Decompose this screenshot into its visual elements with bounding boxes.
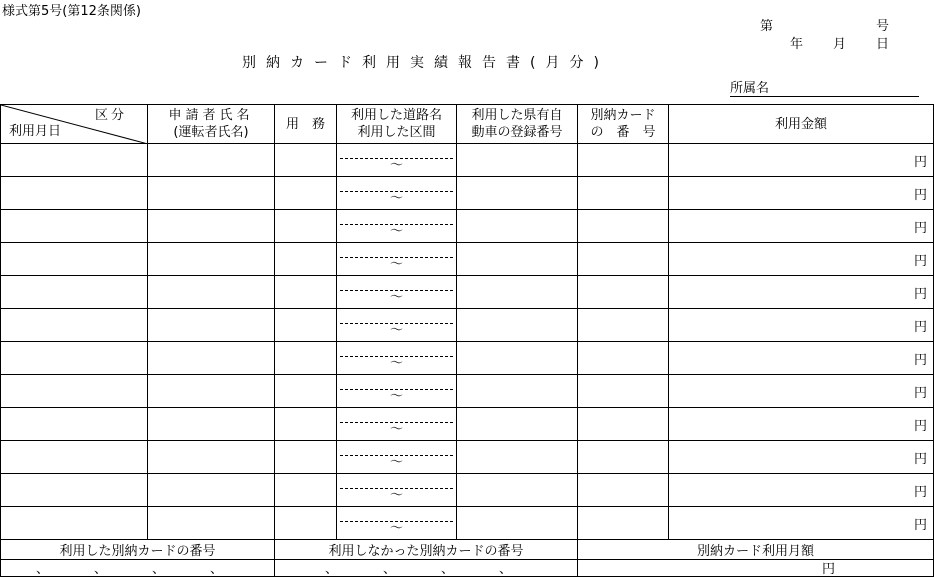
vehicle-cell[interactable]	[457, 342, 578, 375]
date-cell[interactable]	[1, 276, 148, 309]
business-cell[interactable]	[275, 144, 337, 177]
header-row	[1, 105, 934, 144]
card-cell[interactable]	[578, 408, 669, 441]
amount-cell[interactable]	[669, 342, 934, 375]
date-cell[interactable]	[1, 474, 148, 507]
affiliation-text: 所属名	[730, 81, 770, 96]
applicant-cell[interactable]	[148, 441, 275, 474]
used-cards-value[interactable]	[1, 560, 275, 577]
vehicle-cell[interactable]	[457, 375, 578, 408]
road-cell[interactable]	[337, 507, 457, 540]
comma: 、	[152, 562, 166, 577]
table-row	[1, 474, 934, 507]
road-cell[interactable]	[337, 408, 457, 441]
applicant-cell[interactable]	[148, 243, 275, 276]
card-cell[interactable]	[578, 276, 669, 309]
applicant-line2: (運転者氏名)	[173, 125, 249, 140]
amount-cell[interactable]	[669, 441, 934, 474]
unused-cards-value[interactable]	[275, 560, 578, 577]
range-tilde: ～	[389, 488, 403, 503]
applicant-cell[interactable]	[148, 177, 275, 210]
range-tilde: ～	[389, 224, 403, 239]
business-cell[interactable]	[275, 474, 337, 507]
table-row	[1, 441, 934, 474]
amount-cell[interactable]	[669, 177, 934, 210]
yen-unit: 円	[913, 187, 927, 203]
yen-unit: 円	[913, 385, 927, 401]
range-tilde: ～	[389, 158, 403, 173]
vehicle-header	[457, 105, 578, 144]
table-row	[1, 177, 934, 210]
business-cell[interactable]	[275, 375, 337, 408]
card-cell[interactable]	[578, 210, 669, 243]
category-label: 区分	[94, 108, 127, 123]
amount-cell[interactable]	[669, 243, 934, 276]
vehicle-cell[interactable]	[457, 507, 578, 540]
road-cell[interactable]	[337, 441, 457, 474]
vehicle-cell[interactable]	[457, 243, 578, 276]
date-cell[interactable]	[1, 441, 148, 474]
vehicle-line1: 利用した県有自	[471, 108, 563, 123]
unused-cards-label: 利用しなかった別納カードの番号	[275, 540, 578, 560]
vehicle-cell[interactable]	[457, 210, 578, 243]
card-line2: の 番 号	[590, 125, 656, 140]
vehicle-cell[interactable]	[457, 408, 578, 441]
business-cell[interactable]	[275, 441, 337, 474]
yen-unit: 円	[913, 253, 927, 269]
card-cell[interactable]	[578, 243, 669, 276]
table-row	[1, 342, 934, 375]
range-tilde: ～	[389, 323, 403, 338]
vehicle-cell[interactable]	[457, 177, 578, 210]
yen-unit: 円	[913, 517, 927, 533]
applicant-cell[interactable]	[148, 474, 275, 507]
vehicle-cell[interactable]	[457, 144, 578, 177]
amount-cell[interactable]	[669, 309, 934, 342]
table-row	[1, 210, 934, 243]
date-cell[interactable]	[1, 375, 148, 408]
date-cell[interactable]	[1, 144, 148, 177]
number-dai: 第	[760, 19, 774, 34]
range-tilde: ～	[389, 191, 403, 206]
comma: 、	[94, 562, 108, 577]
applicant-line1: 申請者氏名	[168, 108, 254, 123]
amount-cell[interactable]	[669, 474, 934, 507]
applicant-cell[interactable]	[148, 375, 275, 408]
range-tilde: ～	[389, 290, 403, 305]
date-year: 年	[790, 37, 804, 52]
road-cell[interactable]	[337, 243, 457, 276]
card-cell[interactable]	[578, 342, 669, 375]
business-cell[interactable]	[275, 243, 337, 276]
table-row	[1, 408, 934, 441]
road-line2: 利用した区間	[357, 125, 436, 140]
business-cell[interactable]	[275, 210, 337, 243]
applicant-header	[148, 105, 275, 144]
yen-unit: 円	[913, 451, 927, 467]
comma: 、	[499, 562, 513, 577]
monthly-total-label: 別納カード利用月額	[578, 540, 934, 560]
vehicle-cell[interactable]	[457, 441, 578, 474]
card-cell[interactable]	[578, 177, 669, 210]
business-cell[interactable]	[275, 507, 337, 540]
card-cell[interactable]	[578, 144, 669, 177]
applicant-cell[interactable]	[148, 276, 275, 309]
comma: 、	[383, 562, 397, 577]
card-cell[interactable]	[578, 441, 669, 474]
used-cards-label: 利用した別納カードの番号	[1, 540, 275, 560]
table-row	[1, 507, 934, 540]
table-row	[1, 309, 934, 342]
vehicle-cell[interactable]	[457, 276, 578, 309]
amount-cell[interactable]	[669, 408, 934, 441]
date-cell[interactable]	[1, 408, 148, 441]
card-cell[interactable]	[578, 507, 669, 540]
road-cell[interactable]	[337, 276, 457, 309]
yen-unit: 円	[913, 286, 927, 302]
date-cell[interactable]	[1, 309, 148, 342]
card-line1: 別納カード	[590, 108, 656, 123]
road-cell[interactable]	[337, 210, 457, 243]
road-line1: 利用した道路名	[350, 108, 442, 123]
date-month: 月	[833, 37, 847, 52]
footer-values-row	[1, 560, 934, 577]
amount-cell[interactable]	[669, 144, 934, 177]
range-tilde: ～	[389, 389, 403, 404]
business-cell[interactable]	[275, 342, 337, 375]
range-tilde: ～	[389, 356, 403, 371]
road-cell[interactable]	[337, 309, 457, 342]
business-cell[interactable]	[275, 177, 337, 210]
applicant-cell[interactable]	[148, 408, 275, 441]
report-table	[0, 104, 934, 577]
date-cell[interactable]	[1, 210, 148, 243]
date-label: 利用月日	[9, 124, 62, 139]
yen-unit: 円	[913, 352, 927, 368]
applicant-cell[interactable]	[148, 342, 275, 375]
yen-unit: 円	[913, 220, 927, 236]
range-tilde: ～	[389, 422, 403, 437]
category-date-header	[1, 105, 148, 144]
applicant-cell[interactable]	[148, 144, 275, 177]
card-header	[578, 105, 669, 144]
date-day: 日	[876, 37, 890, 52]
page-title	[242, 52, 609, 72]
amount-header: 利用金額	[669, 105, 934, 144]
comma: 、	[210, 562, 224, 577]
amount-cell[interactable]	[669, 210, 934, 243]
road-cell[interactable]	[337, 144, 457, 177]
vehicle-cell[interactable]	[457, 474, 578, 507]
amount-cell[interactable]	[669, 507, 934, 540]
comma: 、	[36, 562, 50, 577]
number-go: 号	[876, 19, 890, 34]
table-row	[1, 243, 934, 276]
card-cell[interactable]	[578, 309, 669, 342]
range-tilde: ～	[389, 257, 403, 272]
vehicle-cell[interactable]	[457, 309, 578, 342]
table-row	[1, 144, 934, 177]
road-cell[interactable]	[337, 474, 457, 507]
range-tilde: ～	[389, 521, 403, 536]
yen-unit: 円	[913, 154, 927, 170]
road-cell[interactable]	[337, 342, 457, 375]
applicant-cell[interactable]	[148, 309, 275, 342]
date-cell[interactable]	[1, 342, 148, 375]
vehicle-line2: 動車の登録番号	[471, 125, 563, 140]
card-cell[interactable]	[578, 375, 669, 408]
applicant-cell[interactable]	[148, 507, 275, 540]
range-tilde: ～	[389, 455, 403, 470]
comma: 、	[325, 562, 339, 577]
yen-unit: 円	[913, 484, 927, 500]
business-cell[interactable]	[275, 309, 337, 342]
monthly-total-value[interactable]	[578, 560, 934, 577]
business-cell[interactable]	[275, 408, 337, 441]
footer-row	[1, 540, 934, 560]
yen-unit: 円	[913, 418, 927, 434]
amount-cell[interactable]	[669, 375, 934, 408]
card-cell[interactable]	[578, 474, 669, 507]
amount-cell[interactable]	[669, 276, 934, 309]
total-yen: 円	[822, 562, 836, 577]
table-row	[1, 276, 934, 309]
yen-unit: 円	[913, 319, 927, 335]
date-cell[interactable]	[1, 243, 148, 276]
applicant-cell[interactable]	[148, 210, 275, 243]
date-cell[interactable]	[1, 177, 148, 210]
business-header: 用 務	[275, 105, 337, 144]
table-row	[1, 375, 934, 408]
business-cell[interactable]	[275, 276, 337, 309]
date-cell[interactable]	[1, 507, 148, 540]
affiliation-label	[730, 77, 919, 97]
road-header	[337, 105, 457, 144]
form-label: 様式第5号(第12条関係)	[2, 4, 141, 19]
comma: 、	[441, 562, 455, 577]
road-cell[interactable]	[337, 177, 457, 210]
road-cell[interactable]	[337, 375, 457, 408]
title-text: 別納カード利用実績報告書(月分)	[242, 55, 609, 71]
